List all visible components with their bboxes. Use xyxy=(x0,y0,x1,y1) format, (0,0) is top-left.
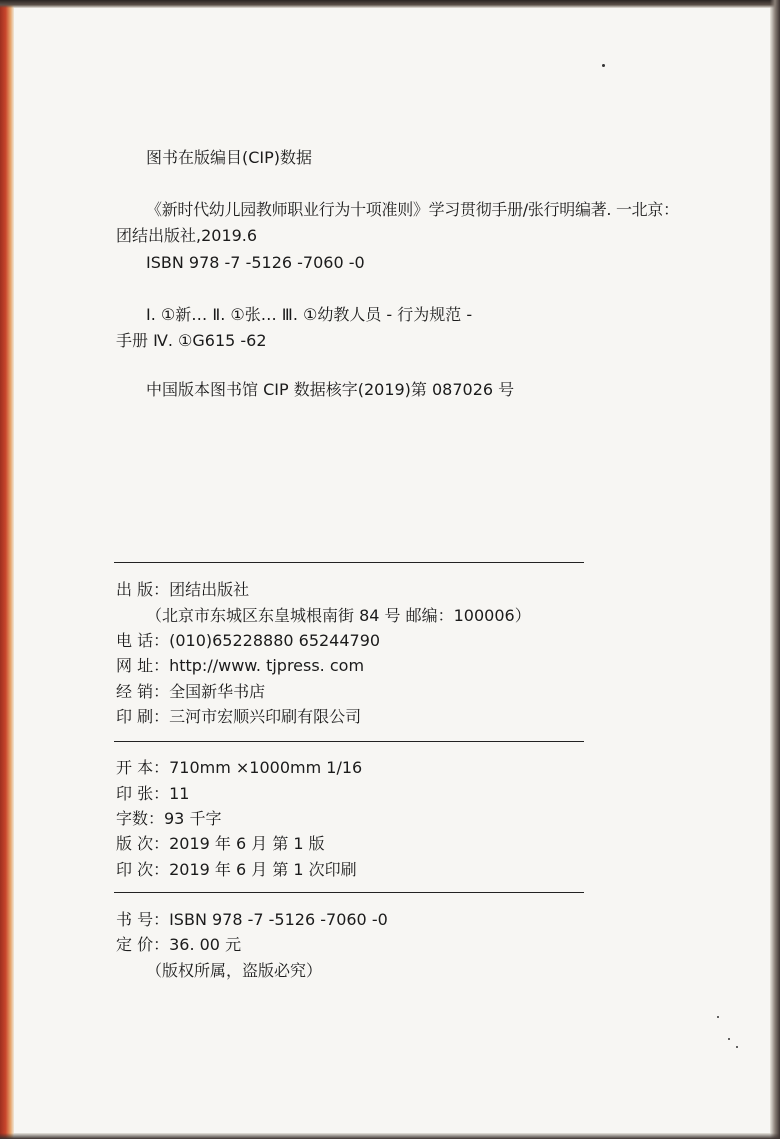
cip-title-line-1: 《新时代幼儿园教师职业行为十项准则》学习贯彻手册/张行明编著. 一北京： xyxy=(146,200,679,219)
book-spine-edge xyxy=(0,0,14,1139)
publisher-phone: 电 话：(010)65228880 65244790 xyxy=(116,631,381,650)
page-bottom-shadow xyxy=(0,1133,780,1139)
price: 定 价：36. 00 元 xyxy=(116,935,242,954)
publisher-website: 网 址：http://www. tjpress. com xyxy=(116,656,365,675)
cip-subject-line-1: Ⅰ. ①新… Ⅱ. ①张… Ⅲ. ①幼教人员 - 行为规范 - xyxy=(146,305,473,324)
page-right-shadow xyxy=(770,0,780,1139)
book-format: 开 本：710mm ×1000mm 1/16 xyxy=(116,758,363,777)
divider-top xyxy=(114,562,584,563)
scan-speck xyxy=(717,1016,719,1018)
book-number: 书 号：ISBN 978 -7 -5126 -7060 -0 xyxy=(116,910,388,929)
scan-speck xyxy=(728,1038,730,1040)
cip-isbn: ISBN 978 -7 -5126 -7060 -0 xyxy=(146,253,365,272)
word-count: 字数：93 千字 xyxy=(116,809,222,828)
page-top-shadow xyxy=(0,0,780,8)
scan-speck xyxy=(736,1046,738,1048)
divider-bottom xyxy=(114,892,584,893)
copyright-notice: （版权所属，盗版必究） xyxy=(146,961,323,980)
printer: 印 刷：三河市宏顺兴印刷有限公司 xyxy=(116,707,362,726)
scan-speck xyxy=(602,64,605,67)
cip-heading: 图书在版编目(CIP)数据 xyxy=(146,148,313,167)
publisher-name: 出 版：团结出版社 xyxy=(116,580,250,599)
printed-sheets: 印 张：11 xyxy=(116,784,190,803)
edition: 版 次：2019 年 6 月 第 1 版 xyxy=(116,834,325,853)
divider-middle xyxy=(114,741,584,742)
distributor: 经 销：全国新华书店 xyxy=(116,682,266,701)
cip-subject-line-2: 手册 Ⅳ. ①G615 -62 xyxy=(116,331,267,350)
publisher-address: （北京市东城区东皇城根南街 84 号 邮编：100006） xyxy=(146,606,531,625)
cip-record-number: 中国版本图书馆 CIP 数据核字(2019)第 087026 号 xyxy=(146,380,515,399)
copyright-page xyxy=(14,8,770,1133)
cip-title-line-2: 团结出版社,2019.6 xyxy=(116,226,258,245)
printing: 印 次：2019 年 6 月 第 1 次印刷 xyxy=(116,860,357,879)
